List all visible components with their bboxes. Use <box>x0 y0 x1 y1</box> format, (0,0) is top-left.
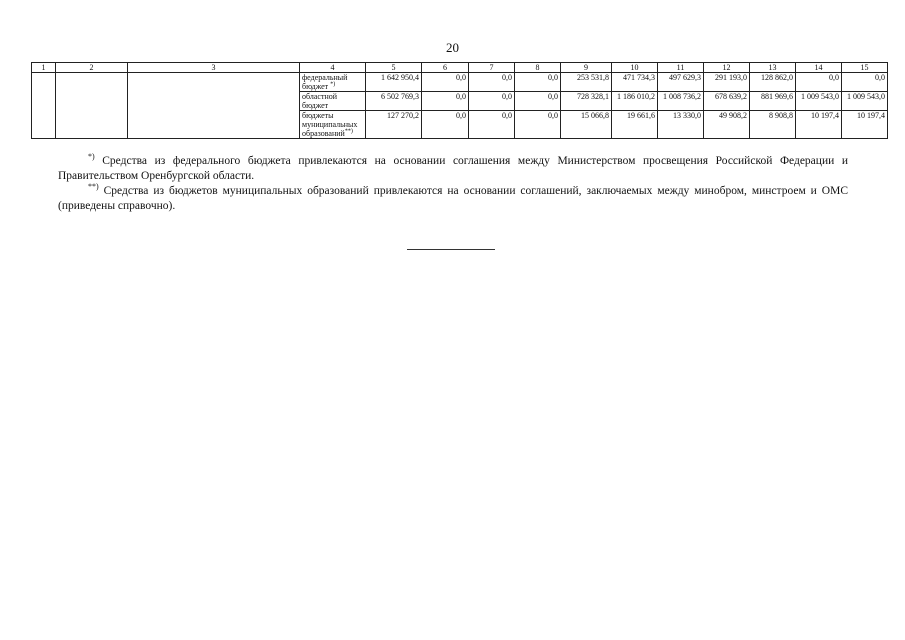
value-cell: 0,0 <box>796 73 842 92</box>
value-cell: 10 197,4 <box>796 111 842 139</box>
footnote-mark: **) <box>344 128 353 135</box>
value-cell: 291 193,0 <box>704 73 750 92</box>
end-divider <box>407 249 495 250</box>
column-number: 5 <box>366 63 422 73</box>
value-cell: 881 969,6 <box>750 92 796 111</box>
budget-source-label: бюджеты муниципальных образований**) <box>300 111 366 139</box>
footnote-federal: *) Средства из федерального бюджета привлекаются на основании соглашения между Министерством просвещения Российской Федерации и Правительством Оренбургской области. <box>58 152 848 182</box>
page-number: 20 <box>446 40 459 55</box>
column-number: 12 <box>704 63 750 73</box>
column-number: 2 <box>56 63 128 73</box>
column-number: 10 <box>612 63 658 73</box>
budget-table <box>31 62 888 139</box>
value-cell: 1 008 736,2 <box>658 92 704 111</box>
value-cell: 6 502 769,3 <box>366 92 422 111</box>
value-cell: 8 908,8 <box>750 111 796 139</box>
value-cell: 497 629,3 <box>658 73 704 92</box>
table-row <box>32 73 888 92</box>
column-number: 7 <box>469 63 515 73</box>
value-cell: 49 908,2 <box>704 111 750 139</box>
value-cell: 0,0 <box>422 92 469 111</box>
budget-source-label: областной бюджет <box>300 92 366 111</box>
column-number: 14 <box>796 63 842 73</box>
value-cell: 1 009 543,0 <box>796 92 842 111</box>
column-number: 13 <box>750 63 796 73</box>
footnote-municipal: **) Средства из бюджетов муниципальных образований привлекаются на основании соглашений, заключаемых между минобром, минстроем и ОМС (приведены справочно). <box>58 182 848 212</box>
value-cell: 0,0 <box>469 92 515 111</box>
value-cell: 0,0 <box>515 73 561 92</box>
footnotes <box>58 154 848 214</box>
value-cell: 0,0 <box>842 73 888 92</box>
value-cell: 0,0 <box>422 73 469 92</box>
value-cell: 253 531,8 <box>561 73 612 92</box>
column-number: 11 <box>658 63 704 73</box>
empty-cell <box>128 73 300 139</box>
value-cell: 13 330,0 <box>658 111 704 139</box>
footnote-mark: *) <box>88 152 95 162</box>
value-cell: 10 197,4 <box>842 111 888 139</box>
column-number: 1 <box>32 63 56 73</box>
column-number: 6 <box>422 63 469 73</box>
value-cell: 678 639,2 <box>704 92 750 111</box>
column-number: 3 <box>128 63 300 73</box>
footnote-mark: **) <box>88 182 99 192</box>
value-cell: 1 642 950,4 <box>366 73 422 92</box>
value-cell: 471 734,3 <box>612 73 658 92</box>
value-cell: 728 328,1 <box>561 92 612 111</box>
empty-cell <box>32 73 56 139</box>
value-cell: 128 862,0 <box>750 73 796 92</box>
column-number: 8 <box>515 63 561 73</box>
budget-source-label: федеральный бюджет *) <box>300 73 366 92</box>
empty-cell <box>56 73 128 139</box>
value-cell: 0,0 <box>515 92 561 111</box>
value-cell: 0,0 <box>469 73 515 92</box>
value-cell: 1 186 010,2 <box>612 92 658 111</box>
column-number: 9 <box>561 63 612 73</box>
column-number: 15 <box>842 63 888 73</box>
value-cell: 127 270,2 <box>366 111 422 139</box>
footnote-mark: *) <box>330 81 336 88</box>
value-cell: 0,0 <box>469 111 515 139</box>
value-cell: 1 009 543,0 <box>842 92 888 111</box>
value-cell: 15 066,8 <box>561 111 612 139</box>
value-cell: 0,0 <box>515 111 561 139</box>
value-cell: 0,0 <box>422 111 469 139</box>
value-cell: 19 661,6 <box>612 111 658 139</box>
column-number: 4 <box>300 63 366 73</box>
table-header-row <box>32 63 888 73</box>
